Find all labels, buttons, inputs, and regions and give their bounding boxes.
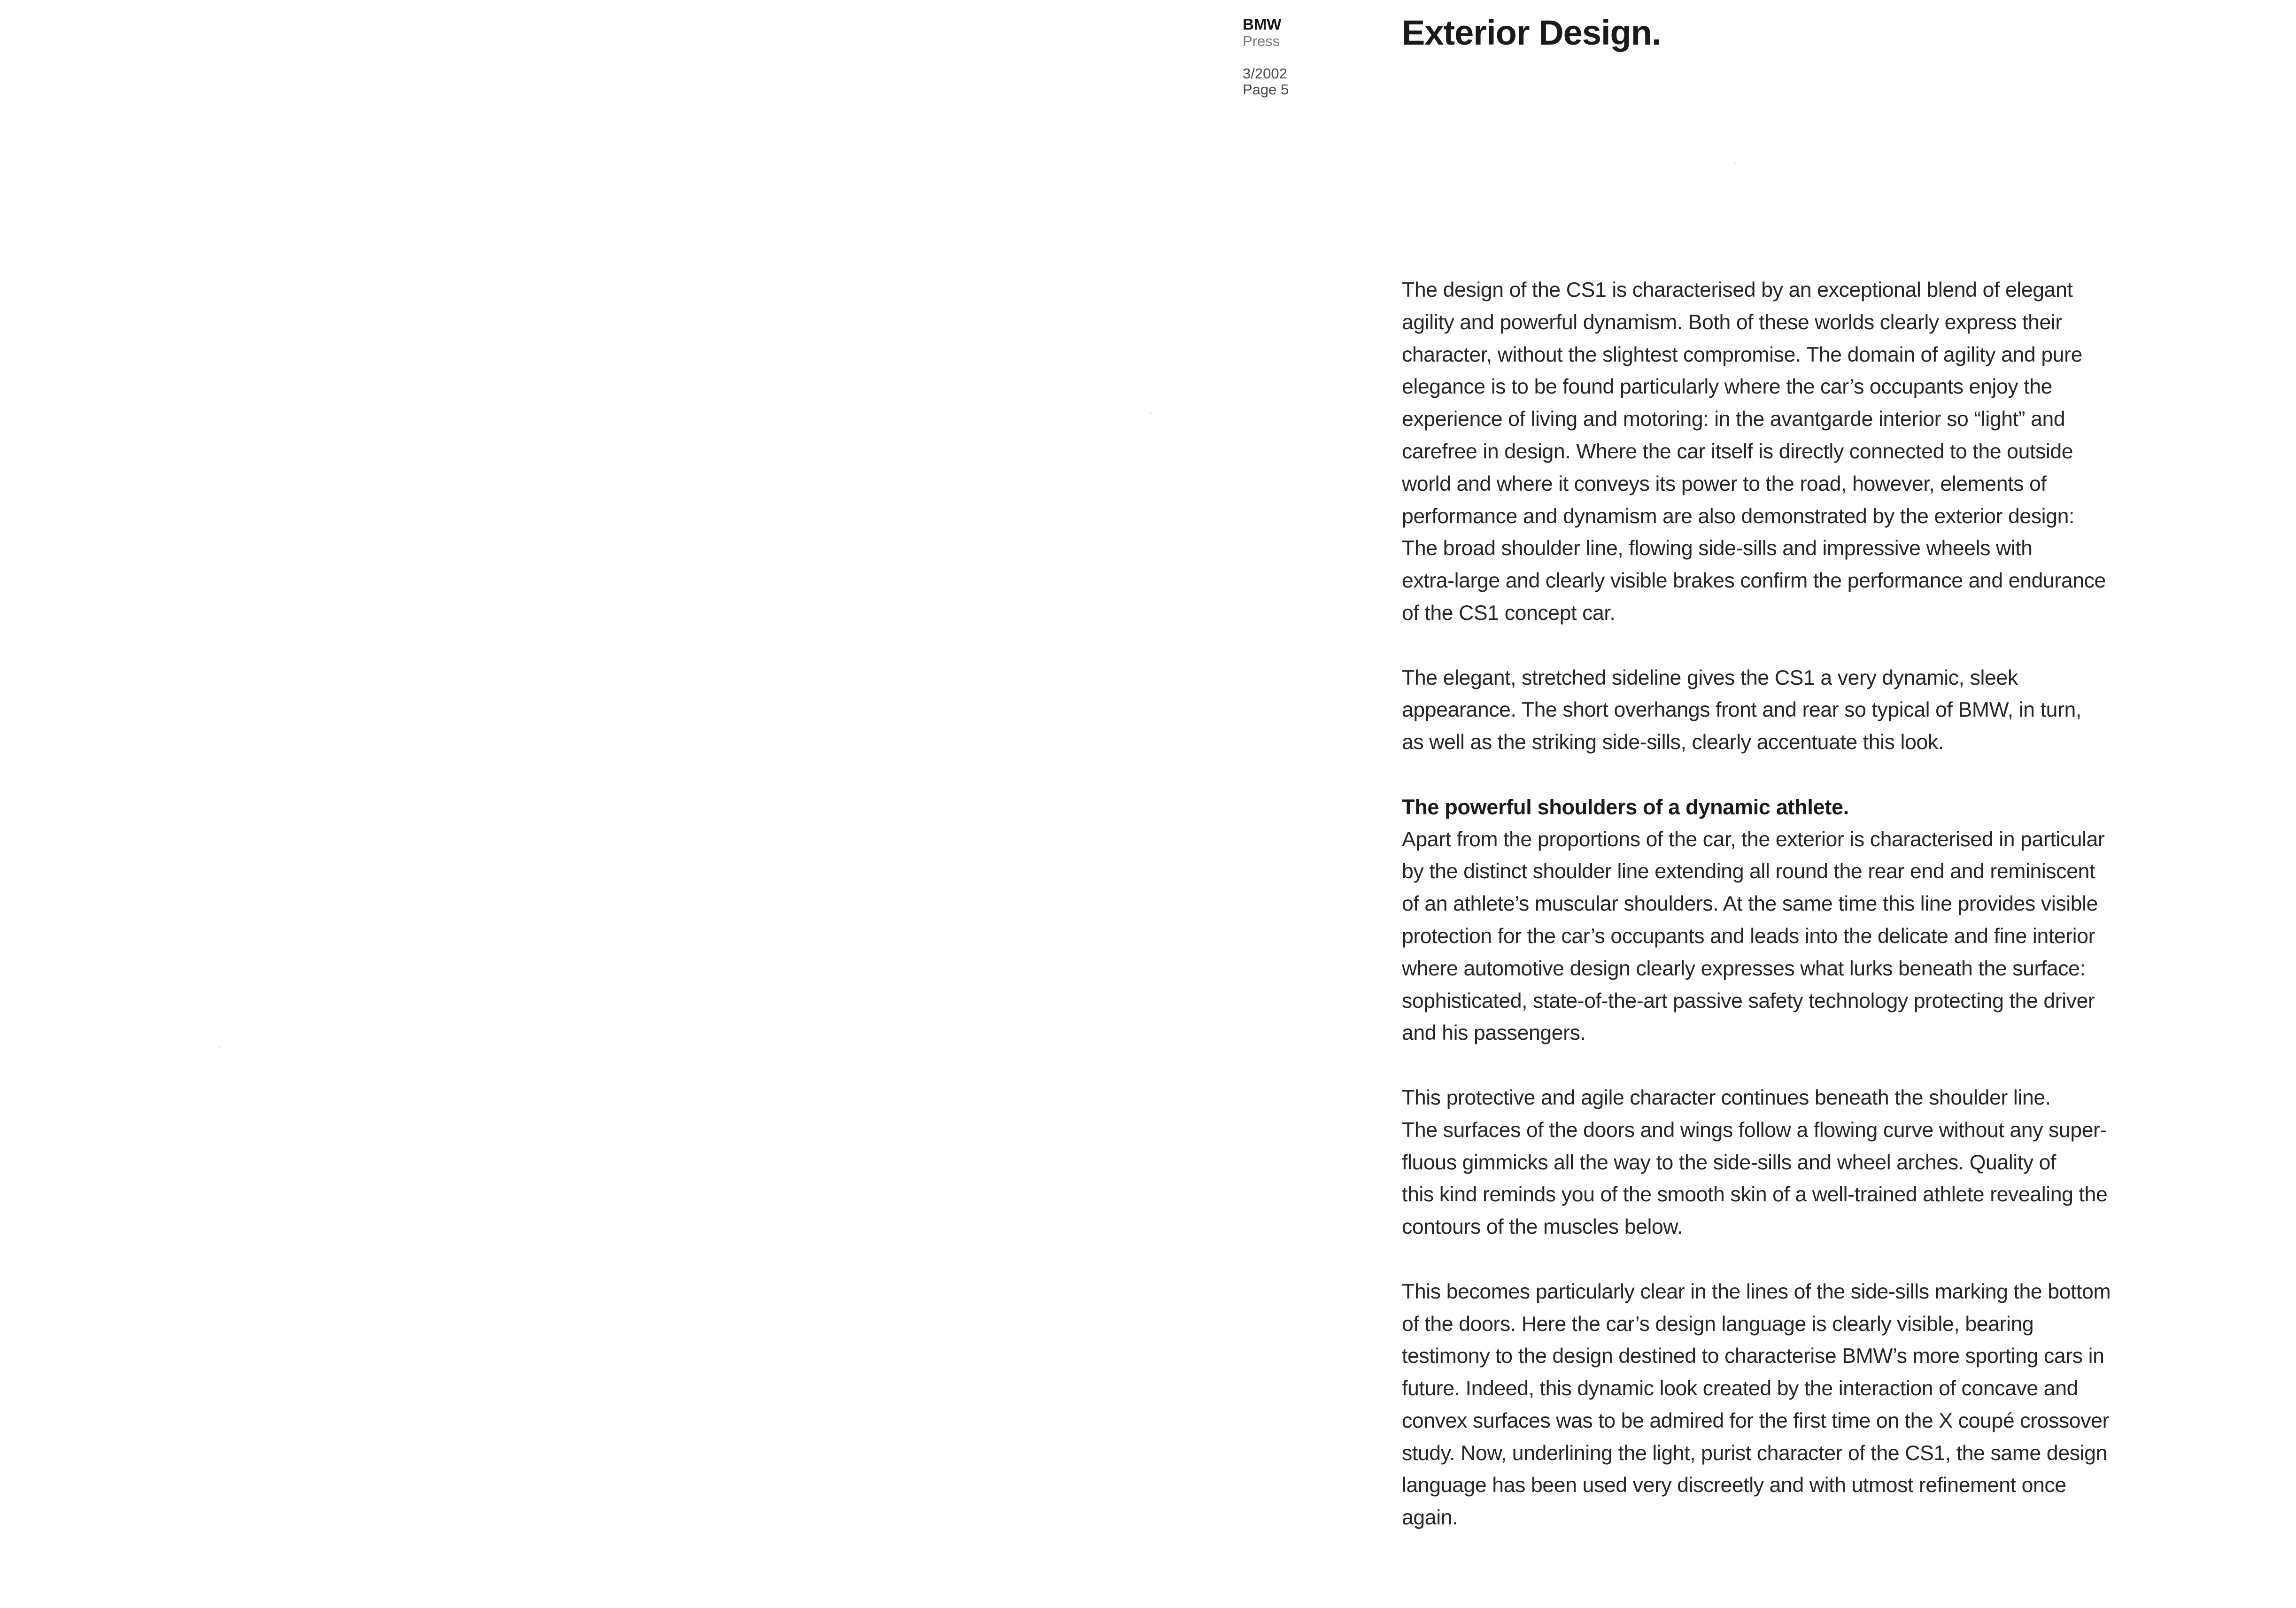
brand-name: BMW: [1243, 15, 1282, 33]
paper-speck: [1734, 162, 1736, 164]
text-line: character, without the slightest compromise. The domain of agility and pure: [1402, 343, 2082, 366]
text-line: convex surfaces was to be admired for the first time on the X coupé crossover: [1402, 1409, 2109, 1432]
page-number: Page 5: [1243, 81, 1289, 98]
text-line: and his passengers.: [1402, 1021, 1586, 1045]
text-line: performance and dynamism are also demonstrated by the exterior design:: [1402, 504, 2074, 528]
page-title: Exterior Design.: [1402, 13, 1661, 52]
text-line: language has been used very discreetly and with utmost refinement once: [1402, 1474, 2066, 1497]
text-line: This becomes particularly clear in the lines of the side-sills marking the bottom: [1402, 1280, 2111, 1303]
text-line: this kind reminds you of the smooth skin of a well-trained athlete revealing the: [1402, 1183, 2108, 1206]
text-line: extra-large and clearly visible brakes confirm the performance and endurance: [1402, 569, 2106, 593]
paragraph-intro: [1402, 274, 2153, 630]
text-line: elegance is to be found particularly where the car’s occupants enjoy the: [1402, 375, 2053, 399]
text-line: by the distinct shoulder line extending all round the rear end and reminiscent: [1402, 860, 2095, 883]
text-line: This protective and agile character continues beneath the shoulder line.: [1402, 1086, 2051, 1109]
text-line: of the CS1 concept car.: [1402, 601, 1616, 625]
text-line: of an athlete’s muscular shoulders. At the same time this line provides visible: [1402, 892, 2098, 916]
text-line: world and where it conveys its power to the road, however, elements of: [1402, 472, 2047, 495]
paragraph-surfaces: [1402, 1082, 2153, 1244]
text-line: future. Indeed, this dynamic look created by the interaction of concave and: [1402, 1377, 2079, 1400]
text-line: agility and powerful dynamism. Both of these worlds clearly express their: [1402, 310, 2062, 334]
issue-date: 3/2002: [1243, 65, 1287, 82]
paragraph-shoulders: [1402, 824, 2153, 1050]
text-line: fluous gimmicks all the way to the side-sills and wheel arches. Quality of: [1402, 1151, 2056, 1174]
text-line: as well as the striking side-sills, clearly accentuate this look.: [1402, 731, 1944, 754]
paragraph-sideline: [1402, 662, 2153, 759]
text-line: The elegant, stretched sideline gives the CS1 a very dynamic, sleek: [1402, 666, 2018, 689]
department-label: Press: [1243, 33, 1280, 49]
text-line: Apart from the proportions of the car, the exterior is characterised in particular: [1402, 827, 2105, 851]
text-line: study. Now, underlining the light, purist character of the CS1, the same design: [1402, 1441, 2107, 1465]
text-line: protection for the car’s occupants and leads into the delicate and fine interior: [1402, 924, 2095, 948]
text-line: testimony to the design destined to characterise BMW’s more sporting cars in: [1402, 1345, 2104, 1368]
text-line: carefree in design. Where the car itself is directly connected to the outside: [1402, 440, 2073, 463]
text-line: appearance. The short overhangs front and rear so typical of BMW, in turn,: [1402, 698, 2081, 722]
text-line: The surfaces of the doors and wings follow a flowing curve without any super-: [1402, 1118, 2107, 1142]
text-line: The broad shoulder line, flowing side-sills and impressive wheels with: [1402, 537, 2033, 560]
text-line: sophisticated, state-of-the-art passive safety technology protecting the driver: [1402, 989, 2095, 1013]
text-line: again.: [1402, 1506, 1458, 1530]
paper-speck: [1150, 412, 1152, 414]
press-header: [1243, 16, 1365, 98]
article-body: [1402, 274, 2153, 1567]
text-line: where automotive design clearly expresses what lurks beneath the surface:: [1402, 957, 2086, 980]
text-line: experience of living and motoring: in the avantgarde interior so “light” and: [1402, 408, 2065, 431]
text-line: The design of the CS1 is characterised by an exceptional blend of elegant: [1402, 278, 2073, 302]
text-line: of the doors. Here the car’s design language is clearly visible, bearing: [1402, 1312, 2034, 1336]
paper-speck: [219, 1046, 220, 1048]
text-line: contours of the muscles below.: [1402, 1215, 1683, 1239]
section-heading: The powerful shoulders of a dynamic athlete.: [1402, 795, 1849, 819]
paragraph-side-sills: [1402, 1276, 2153, 1534]
